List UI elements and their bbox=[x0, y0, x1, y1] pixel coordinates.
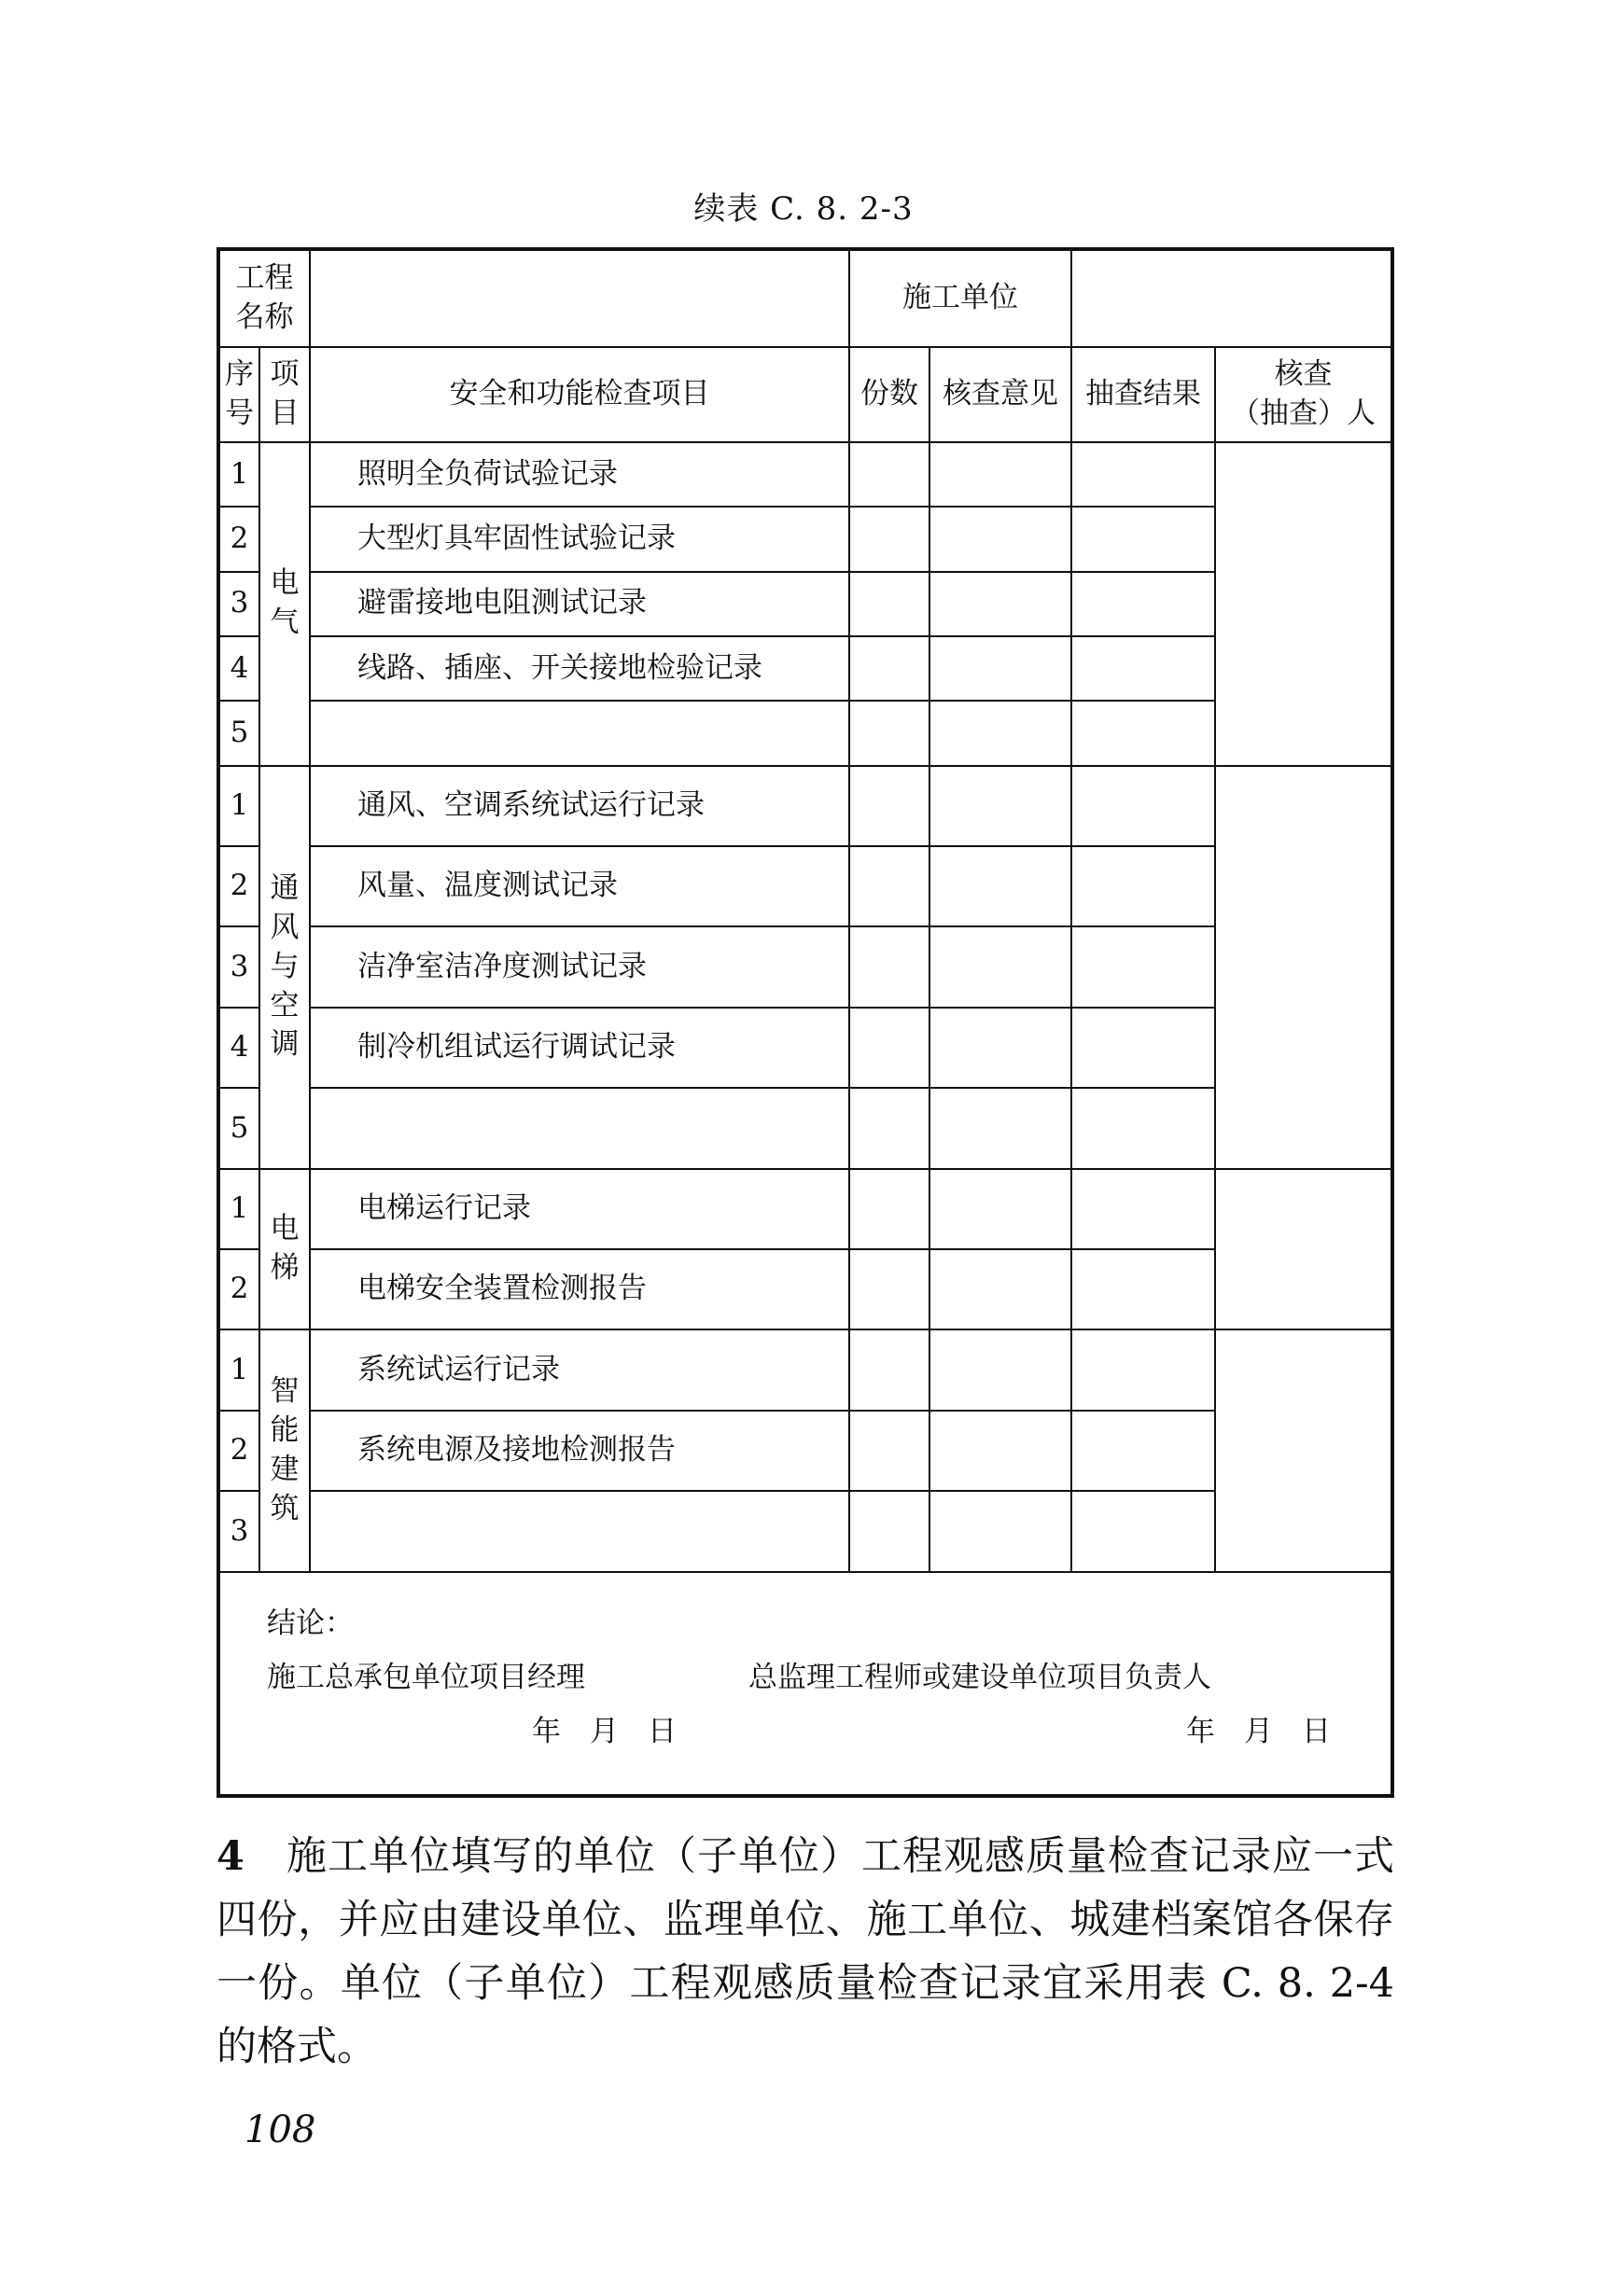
row-opinion bbox=[929, 1088, 1071, 1168]
row-copies bbox=[849, 1411, 929, 1491]
row-copies bbox=[849, 1008, 929, 1088]
row-result bbox=[1071, 701, 1215, 765]
col-result: 抽查结果 bbox=[1071, 347, 1215, 442]
row-copies bbox=[849, 507, 929, 571]
row-result bbox=[1071, 442, 1215, 507]
date-right: 年 月 日 bbox=[1186, 1714, 1331, 1748]
row-item: 避雷接地电阻测试记录 bbox=[310, 572, 849, 636]
body-paragraph bbox=[217, 1825, 1394, 2079]
row-item: 系统试运行记录 bbox=[310, 1329, 849, 1410]
row-category: 电梯 bbox=[259, 1169, 310, 1330]
row-seq: 5 bbox=[218, 1088, 259, 1168]
row-seq: 1 bbox=[218, 1329, 259, 1410]
col-copies: 份数 bbox=[849, 347, 929, 442]
row-copies bbox=[849, 1491, 929, 1571]
row-opinion bbox=[929, 766, 1071, 846]
row-copies bbox=[849, 572, 929, 636]
row-result bbox=[1071, 1088, 1215, 1168]
table-caption: 续表 C. 8. 2-3 bbox=[693, 190, 914, 228]
row-seq: 3 bbox=[218, 926, 259, 1007]
row-copies bbox=[849, 926, 929, 1007]
row-seq: 1 bbox=[218, 1169, 259, 1249]
row-checker bbox=[1215, 1169, 1392, 1330]
row-item bbox=[310, 1491, 849, 1571]
table-row bbox=[218, 1169, 1392, 1249]
row-copies bbox=[849, 1169, 929, 1249]
row-opinion bbox=[929, 1491, 1071, 1571]
row-result bbox=[1071, 1329, 1215, 1410]
row-copies bbox=[849, 1329, 929, 1410]
project-name-label bbox=[218, 249, 310, 347]
row-seq: 2 bbox=[218, 1411, 259, 1491]
row-checker bbox=[1215, 442, 1392, 766]
table-row bbox=[218, 442, 1392, 507]
row-result bbox=[1071, 846, 1215, 926]
inspection-table bbox=[217, 247, 1394, 1798]
row-result bbox=[1071, 1491, 1215, 1571]
table-row bbox=[218, 1329, 1392, 1410]
row-result bbox=[1071, 1008, 1215, 1088]
row-copies bbox=[849, 766, 929, 846]
col-checker bbox=[1215, 347, 1392, 442]
paragraph-number: 4 bbox=[217, 1833, 245, 1880]
row-seq: 4 bbox=[218, 1008, 259, 1088]
row-seq: 1 bbox=[218, 766, 259, 846]
row-opinion bbox=[929, 442, 1071, 507]
row-opinion bbox=[929, 572, 1071, 636]
row-opinion bbox=[929, 926, 1071, 1007]
row-result bbox=[1071, 572, 1215, 636]
row-result bbox=[1071, 766, 1215, 846]
contractor-label: 施工单位 bbox=[849, 249, 1071, 347]
row-result bbox=[1071, 636, 1215, 701]
row-copies bbox=[849, 442, 929, 507]
row-item: 线路、插座、开关接地检验记录 bbox=[310, 636, 849, 701]
row-opinion bbox=[929, 507, 1071, 571]
table-row bbox=[218, 766, 1392, 846]
col-opinion: 核查意见 bbox=[929, 347, 1071, 442]
row-copies bbox=[849, 1088, 929, 1168]
row-seq: 3 bbox=[218, 572, 259, 636]
row-opinion bbox=[929, 1169, 1071, 1249]
row-category: 电气 bbox=[259, 442, 310, 766]
project-name-value bbox=[310, 249, 849, 347]
row-result bbox=[1071, 1169, 1215, 1249]
paragraph-text: 施工单位填写的单位（子单位）工程观感质量检查记录应一式四份，并应由建设单位、监理单位、施工单位、城建档案馆各保存一份。单位（子单位）工程观感质量检查记录宜采用表 C. 8. 2-4 的格式。 bbox=[217, 1833, 1395, 2070]
row-copies bbox=[849, 636, 929, 701]
row-opinion bbox=[929, 1249, 1071, 1329]
row-seq: 2 bbox=[218, 1249, 259, 1329]
row-opinion bbox=[929, 1329, 1071, 1410]
row-item: 制冷机组试运行调试记录 bbox=[310, 1008, 849, 1088]
conclusion-cell bbox=[218, 1572, 1392, 1796]
row-checker bbox=[1215, 1329, 1392, 1571]
contractor-value bbox=[1071, 249, 1392, 347]
header-row-columns bbox=[218, 347, 1392, 442]
row-item: 通风、空调系统试运行记录 bbox=[310, 766, 849, 846]
col-category: 项目 bbox=[259, 347, 310, 442]
page-number: 108 bbox=[245, 2108, 316, 2151]
conclusion-label: 结论： bbox=[267, 1606, 354, 1640]
row-seq: 2 bbox=[218, 846, 259, 926]
left-signer: 施工总承包单位项目经理 bbox=[267, 1660, 585, 1694]
row-opinion bbox=[929, 1411, 1071, 1491]
checker-text: 核查 （抽查）人 bbox=[1231, 356, 1376, 430]
row-opinion bbox=[929, 701, 1071, 765]
row-item: 风量、温度测试记录 bbox=[310, 846, 849, 926]
row-result bbox=[1071, 1249, 1215, 1329]
right-signer: 总监理工程师或建设单位项目负责人 bbox=[748, 1660, 1211, 1694]
row-result bbox=[1071, 1411, 1215, 1491]
row-item: 系统电源及接地检测报告 bbox=[310, 1411, 849, 1491]
row-opinion bbox=[929, 636, 1071, 701]
row-checker bbox=[1215, 766, 1392, 1169]
row-copies bbox=[849, 846, 929, 926]
row-category: 智能建筑 bbox=[259, 1329, 310, 1571]
row-item: 大型灯具牢固性试验记录 bbox=[310, 507, 849, 571]
row-copies bbox=[849, 1249, 929, 1329]
row-item: 电梯安全装置检测报告 bbox=[310, 1249, 849, 1329]
row-result bbox=[1071, 507, 1215, 571]
conclusion-row bbox=[218, 1572, 1392, 1796]
row-item: 照明全负荷试验记录 bbox=[310, 442, 849, 507]
col-item: 安全和功能检查项目 bbox=[310, 347, 849, 442]
header-row-project bbox=[218, 249, 1392, 347]
row-copies bbox=[849, 701, 929, 765]
row-seq: 5 bbox=[218, 701, 259, 765]
row-category: 通风与空调 bbox=[259, 766, 310, 1169]
row-seq: 1 bbox=[218, 442, 259, 507]
row-seq: 3 bbox=[218, 1491, 259, 1571]
date-left: 年 月 日 bbox=[532, 1714, 677, 1748]
project-name-text: 工程 名称 bbox=[235, 260, 294, 334]
row-result bbox=[1071, 926, 1215, 1007]
row-item: 洁净室洁净度测试记录 bbox=[310, 926, 849, 1007]
col-seq: 序号 bbox=[218, 347, 259, 442]
row-seq: 4 bbox=[218, 636, 259, 701]
row-opinion bbox=[929, 1008, 1071, 1088]
row-seq: 2 bbox=[218, 507, 259, 571]
row-item bbox=[310, 1088, 849, 1168]
row-item bbox=[310, 701, 849, 765]
row-opinion bbox=[929, 846, 1071, 926]
row-item: 电梯运行记录 bbox=[310, 1169, 849, 1249]
